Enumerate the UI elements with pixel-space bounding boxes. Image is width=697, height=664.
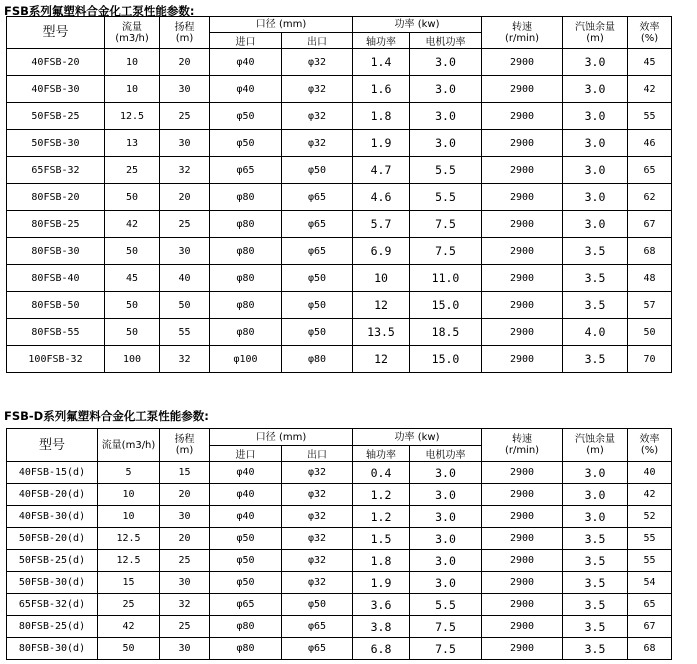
table-row — [7, 292, 672, 319]
inlet-cell: φ80 — [210, 184, 282, 211]
npsh-label: 汽蚀余量 — [575, 21, 616, 33]
efficiency-cell: 55 — [628, 103, 672, 130]
npsh-cell: 3.5 — [563, 238, 628, 265]
speed-label: 转速 — [512, 21, 533, 33]
outlet-cell: φ32 — [282, 528, 353, 550]
table-row — [7, 319, 672, 346]
speed-cell: 2900 — [482, 346, 563, 373]
motor-power-cell: 3.0 — [410, 103, 482, 130]
model-cell: 50FSB-20(d) — [7, 528, 98, 550]
motor-power-cell: 3.0 — [410, 550, 482, 572]
shaft-power-cell: 1.4 — [353, 49, 410, 76]
shaft-power-cell: 4.7 — [353, 157, 410, 184]
npsh-cell: 3.5 — [563, 594, 628, 616]
head-cell: 30 — [160, 238, 210, 265]
power-header: 功率 (kw) — [353, 17, 482, 33]
speed-cell: 2900 — [482, 238, 563, 265]
speed-cell: 2900 — [482, 484, 563, 506]
outlet-cell: φ80 — [282, 346, 353, 373]
head-cell: 30 — [160, 76, 210, 103]
efficiency-cell: 48 — [628, 265, 672, 292]
flow-cell: 12.5 — [98, 528, 160, 550]
table-row — [7, 616, 672, 638]
flow-cell: 50 — [105, 292, 160, 319]
speed-header — [482, 429, 563, 462]
model-cell: 40FSB-30(d) — [7, 506, 98, 528]
head-header — [160, 17, 210, 49]
speed-cell: 2900 — [482, 130, 563, 157]
outlet-cell: φ32 — [282, 572, 353, 594]
shaft-power-cell: 1.8 — [353, 103, 410, 130]
model-cell: 80FSB-40 — [7, 265, 105, 292]
speed-cell: 2900 — [482, 211, 563, 238]
npsh-cell: 3.0 — [563, 211, 628, 238]
efficiency-cell: 68 — [628, 238, 672, 265]
flow-cell: 10 — [98, 484, 160, 506]
head-cell: 50 — [160, 292, 210, 319]
speed-cell: 2900 — [482, 103, 563, 130]
flow-cell: 25 — [98, 594, 160, 616]
head-cell: 55 — [160, 319, 210, 346]
caliber-header: 口径 (mm) — [210, 429, 353, 446]
npsh-cell: 3.5 — [563, 550, 628, 572]
motor-power-cell: 3.0 — [410, 484, 482, 506]
speed-cell: 2900 — [482, 265, 563, 292]
motor-power-cell: 3.0 — [410, 462, 482, 484]
head-cell: 15 — [160, 462, 210, 484]
flow-cell: 10 — [105, 49, 160, 76]
flow-cell: 10 — [105, 76, 160, 103]
motor-power-cell: 3.0 — [410, 76, 482, 103]
flow-cell: 42 — [105, 211, 160, 238]
flow-cell: 13 — [105, 130, 160, 157]
table-row — [7, 49, 672, 76]
head-cell: 32 — [160, 594, 210, 616]
table1-title: FSB系列氟塑料合金化工泵性能参数: — [4, 4, 195, 18]
head-cell: 25 — [160, 616, 210, 638]
npsh-cell: 3.5 — [563, 346, 628, 373]
efficiency-cell: 67 — [628, 211, 672, 238]
motor-power-cell: 7.5 — [410, 211, 482, 238]
model-header: 型号 — [7, 429, 98, 462]
flow-cell: 5 — [98, 462, 160, 484]
table-row — [7, 594, 672, 616]
outlet-header: 出口 — [282, 33, 353, 49]
npsh-cell: 3.5 — [563, 528, 628, 550]
outlet-cell: φ50 — [282, 594, 353, 616]
flow-cell: 15 — [98, 572, 160, 594]
head-cell: 20 — [160, 484, 210, 506]
efficiency-cell: 67 — [628, 616, 672, 638]
efficiency-unit: (%) — [640, 445, 659, 456]
head-header — [160, 429, 210, 462]
shaft-power-header: 轴功率 — [353, 446, 410, 462]
table-row — [7, 550, 672, 572]
npsh-header — [563, 17, 628, 49]
model-cell: 80FSB-30 — [7, 238, 105, 265]
npsh-cell: 3.5 — [563, 616, 628, 638]
flow-cell: 45 — [105, 265, 160, 292]
flow-cell: 50 — [105, 184, 160, 211]
motor-power-cell: 3.0 — [410, 572, 482, 594]
table-row — [7, 103, 672, 130]
efficiency-cell: 46 — [628, 130, 672, 157]
efficiency-cell: 68 — [628, 638, 672, 660]
table2-title: FSB-D系列氟塑料合金化工泵性能参数: — [4, 409, 209, 423]
shaft-power-cell: 1.8 — [353, 550, 410, 572]
shaft-power-cell: 1.9 — [353, 130, 410, 157]
speed-cell: 2900 — [482, 550, 563, 572]
outlet-cell: φ32 — [282, 103, 353, 130]
shaft-power-header: 轴功率 — [353, 33, 410, 49]
efficiency-cell: 52 — [628, 506, 672, 528]
model-cell: 50FSB-25 — [7, 103, 105, 130]
efficiency-cell: 55 — [628, 528, 672, 550]
inlet-cell: φ65 — [210, 594, 282, 616]
inlet-cell: φ50 — [210, 130, 282, 157]
table-row — [7, 238, 672, 265]
outlet-cell: φ65 — [282, 184, 353, 211]
outlet-header: 出口 — [282, 446, 353, 462]
head-cell: 25 — [160, 550, 210, 572]
motor-power-cell: 3.0 — [410, 49, 482, 76]
speed-label: 转速 — [512, 434, 533, 445]
table1 — [6, 16, 672, 373]
shaft-power-cell: 5.7 — [353, 211, 410, 238]
table-row — [7, 184, 672, 211]
motor-power-cell: 3.0 — [410, 130, 482, 157]
npsh-unit: (m) — [586, 32, 604, 44]
shaft-power-cell: 6.9 — [353, 238, 410, 265]
speed-header — [482, 17, 563, 49]
speed-cell: 2900 — [482, 528, 563, 550]
inlet-cell: φ80 — [210, 211, 282, 238]
efficiency-cell: 70 — [628, 346, 672, 373]
inlet-cell: φ40 — [210, 462, 282, 484]
outlet-cell: φ65 — [282, 638, 353, 660]
flow-label: 流量 — [122, 21, 142, 33]
outlet-cell: φ32 — [282, 76, 353, 103]
head-cell: 40 — [160, 265, 210, 292]
table-row — [7, 462, 672, 484]
power-header: 功率 (kw) — [353, 429, 482, 446]
inlet-cell: φ80 — [210, 616, 282, 638]
head-cell: 20 — [160, 49, 210, 76]
flow-cell: 12.5 — [98, 550, 160, 572]
npsh-cell: 3.0 — [563, 484, 628, 506]
efficiency-cell: 65 — [628, 594, 672, 616]
efficiency-label: 效率 — [639, 434, 660, 445]
table-row — [7, 130, 672, 157]
motor-power-cell: 5.5 — [410, 157, 482, 184]
speed-cell: 2900 — [482, 462, 563, 484]
speed-cell: 2900 — [482, 616, 563, 638]
inlet-cell: φ80 — [210, 638, 282, 660]
model-cell: 40FSB-30 — [7, 76, 105, 103]
caliber-header: 口径 (mm) — [210, 17, 353, 33]
npsh-cell: 3.0 — [563, 103, 628, 130]
npsh-cell: 3.0 — [563, 157, 628, 184]
inlet-cell: φ100 — [210, 346, 282, 373]
npsh-unit: (m) — [586, 445, 604, 456]
npsh-cell: 3.5 — [563, 638, 628, 660]
speed-cell: 2900 — [482, 76, 563, 103]
flow-cell: 42 — [98, 616, 160, 638]
inlet-cell: φ40 — [210, 506, 282, 528]
model-cell: 65FSB-32(d) — [7, 594, 98, 616]
shaft-power-cell: 4.6 — [353, 184, 410, 211]
inlet-cell: φ80 — [210, 238, 282, 265]
head-label: 扬程 — [174, 21, 195, 33]
model-cell: 80FSB-30(d) — [7, 638, 98, 660]
head-cell: 30 — [160, 506, 210, 528]
outlet-cell: φ50 — [282, 319, 353, 346]
model-cell: 80FSB-25(d) — [7, 616, 98, 638]
model-cell: 100FSB-32 — [7, 346, 105, 373]
head-cell: 30 — [160, 130, 210, 157]
table-row — [7, 265, 672, 292]
motor-power-cell: 15.0 — [410, 292, 482, 319]
inlet-header: 进口 — [210, 446, 282, 462]
head-cell: 30 — [160, 638, 210, 660]
flow-cell: 50 — [105, 238, 160, 265]
shaft-power-cell: 10 — [353, 265, 410, 292]
npsh-cell: 3.5 — [563, 265, 628, 292]
npsh-label: 汽蚀余量 — [575, 434, 616, 445]
model-cell: 80FSB-20 — [7, 184, 105, 211]
head-cell: 32 — [160, 157, 210, 184]
flow-cell: 10 — [98, 506, 160, 528]
shaft-power-cell: 1.5 — [353, 528, 410, 550]
head-cell: 30 — [160, 572, 210, 594]
head-unit: (m) — [175, 445, 194, 456]
speed-cell: 2900 — [482, 572, 563, 594]
motor-power-header: 电机功率 — [410, 33, 482, 49]
head-cell: 32 — [160, 346, 210, 373]
head-label: 扬程 — [174, 434, 195, 445]
speed-cell: 2900 — [482, 157, 563, 184]
outlet-cell: φ32 — [282, 550, 353, 572]
shaft-power-cell: 1.2 — [353, 506, 410, 528]
efficiency-header — [628, 17, 672, 49]
efficiency-cell: 54 — [628, 572, 672, 594]
efficiency-cell: 57 — [628, 292, 672, 319]
npsh-cell: 3.0 — [563, 184, 628, 211]
npsh-cell: 4.0 — [563, 319, 628, 346]
shaft-power-cell: 12 — [353, 346, 410, 373]
speed-cell: 2900 — [482, 594, 563, 616]
shaft-power-cell: 3.8 — [353, 616, 410, 638]
npsh-cell: 3.0 — [563, 130, 628, 157]
table-row — [7, 346, 672, 373]
speed-cell: 2900 — [482, 319, 563, 346]
shaft-power-cell: 1.9 — [353, 572, 410, 594]
npsh-cell: 3.0 — [563, 49, 628, 76]
motor-power-cell: 5.5 — [410, 184, 482, 211]
inlet-cell: φ40 — [210, 484, 282, 506]
model-header: 型号 — [7, 17, 105, 49]
efficiency-header — [628, 429, 672, 462]
speed-unit: (r/min) — [504, 445, 540, 456]
motor-power-cell: 5.5 — [410, 594, 482, 616]
npsh-header — [563, 429, 628, 462]
efficiency-cell: 50 — [628, 319, 672, 346]
outlet-cell: φ50 — [282, 292, 353, 319]
table-row — [7, 638, 672, 660]
table-row — [7, 157, 672, 184]
inlet-header: 进口 — [210, 33, 282, 49]
shaft-power-cell: 6.8 — [353, 638, 410, 660]
motor-power-header: 电机功率 — [410, 446, 482, 462]
table-row — [7, 506, 672, 528]
motor-power-cell: 11.0 — [410, 265, 482, 292]
shaft-power-cell: 12 — [353, 292, 410, 319]
inlet-cell: φ40 — [210, 49, 282, 76]
outlet-cell: φ50 — [282, 265, 353, 292]
outlet-cell: φ32 — [282, 462, 353, 484]
motor-power-cell: 15.0 — [410, 346, 482, 373]
table-row — [7, 572, 672, 594]
model-cell: 40FSB-15(d) — [7, 462, 98, 484]
model-cell: 50FSB-30(d) — [7, 572, 98, 594]
head-cell: 25 — [160, 103, 210, 130]
motor-power-cell: 7.5 — [410, 616, 482, 638]
efficiency-cell: 42 — [628, 484, 672, 506]
efficiency-cell: 65 — [628, 157, 672, 184]
head-cell: 20 — [160, 528, 210, 550]
flow-cell: 12.5 — [105, 103, 160, 130]
npsh-cell: 3.5 — [563, 292, 628, 319]
shaft-power-cell: 0.4 — [353, 462, 410, 484]
shaft-power-cell: 1.6 — [353, 76, 410, 103]
outlet-cell: φ50 — [282, 157, 353, 184]
shaft-power-cell: 3.6 — [353, 594, 410, 616]
outlet-cell: φ32 — [282, 49, 353, 76]
model-cell: 50FSB-30 — [7, 130, 105, 157]
table-row — [7, 76, 672, 103]
npsh-cell: 3.0 — [563, 76, 628, 103]
model-cell: 80FSB-25 — [7, 211, 105, 238]
model-cell: 65FSB-32 — [7, 157, 105, 184]
inlet-cell: φ65 — [210, 157, 282, 184]
npsh-cell: 3.0 — [563, 462, 628, 484]
table-row — [7, 484, 672, 506]
inlet-cell: φ50 — [210, 103, 282, 130]
inlet-cell: φ80 — [210, 265, 282, 292]
outlet-cell: φ65 — [282, 238, 353, 265]
head-cell: 20 — [160, 184, 210, 211]
efficiency-cell: 55 — [628, 550, 672, 572]
speed-cell: 2900 — [482, 292, 563, 319]
motor-power-cell: 3.0 — [410, 506, 482, 528]
efficiency-cell: 45 — [628, 49, 672, 76]
model-cell: 40FSB-20(d) — [7, 484, 98, 506]
flow-cell: 50 — [105, 319, 160, 346]
table2 — [6, 428, 672, 660]
motor-power-cell: 7.5 — [410, 238, 482, 265]
inlet-cell: φ50 — [210, 528, 282, 550]
inlet-cell: φ50 — [210, 572, 282, 594]
shaft-power-cell: 1.2 — [353, 484, 410, 506]
flow-header — [105, 17, 160, 49]
npsh-cell: 3.0 — [563, 506, 628, 528]
inlet-cell: φ50 — [210, 550, 282, 572]
outlet-cell: φ32 — [282, 130, 353, 157]
speed-cell: 2900 — [482, 184, 563, 211]
motor-power-cell: 3.0 — [410, 528, 482, 550]
outlet-cell: φ65 — [282, 211, 353, 238]
head-unit: (m) — [175, 32, 194, 44]
efficiency-cell: 40 — [628, 462, 672, 484]
npsh-cell: 3.5 — [563, 572, 628, 594]
outlet-cell: φ32 — [282, 484, 353, 506]
model-cell: 80FSB-50 — [7, 292, 105, 319]
table-row — [7, 528, 672, 550]
flow-cell: 100 — [105, 346, 160, 373]
flow-header: 流量(m3/h) — [98, 429, 160, 462]
outlet-cell: φ65 — [282, 616, 353, 638]
efficiency-cell: 62 — [628, 184, 672, 211]
flow-unit: (m3/h) — [115, 32, 149, 44]
flow-cell: 50 — [98, 638, 160, 660]
table-row — [7, 211, 672, 238]
efficiency-label: 效率 — [639, 21, 660, 33]
efficiency-unit: (%) — [640, 32, 659, 44]
model-cell: 40FSB-20 — [7, 49, 105, 76]
efficiency-cell: 42 — [628, 76, 672, 103]
shaft-power-cell: 13.5 — [353, 319, 410, 346]
speed-unit: (r/min) — [504, 32, 540, 44]
inlet-cell: φ80 — [210, 319, 282, 346]
inlet-cell: φ80 — [210, 292, 282, 319]
speed-cell: 2900 — [482, 49, 563, 76]
speed-cell: 2900 — [482, 638, 563, 660]
flow-cell: 25 — [105, 157, 160, 184]
outlet-cell: φ32 — [282, 506, 353, 528]
motor-power-cell: 7.5 — [410, 638, 482, 660]
model-cell: 50FSB-25(d) — [7, 550, 98, 572]
speed-cell: 2900 — [482, 506, 563, 528]
inlet-cell: φ40 — [210, 76, 282, 103]
motor-power-cell: 18.5 — [410, 319, 482, 346]
head-cell: 25 — [160, 211, 210, 238]
model-cell: 80FSB-55 — [7, 319, 105, 346]
